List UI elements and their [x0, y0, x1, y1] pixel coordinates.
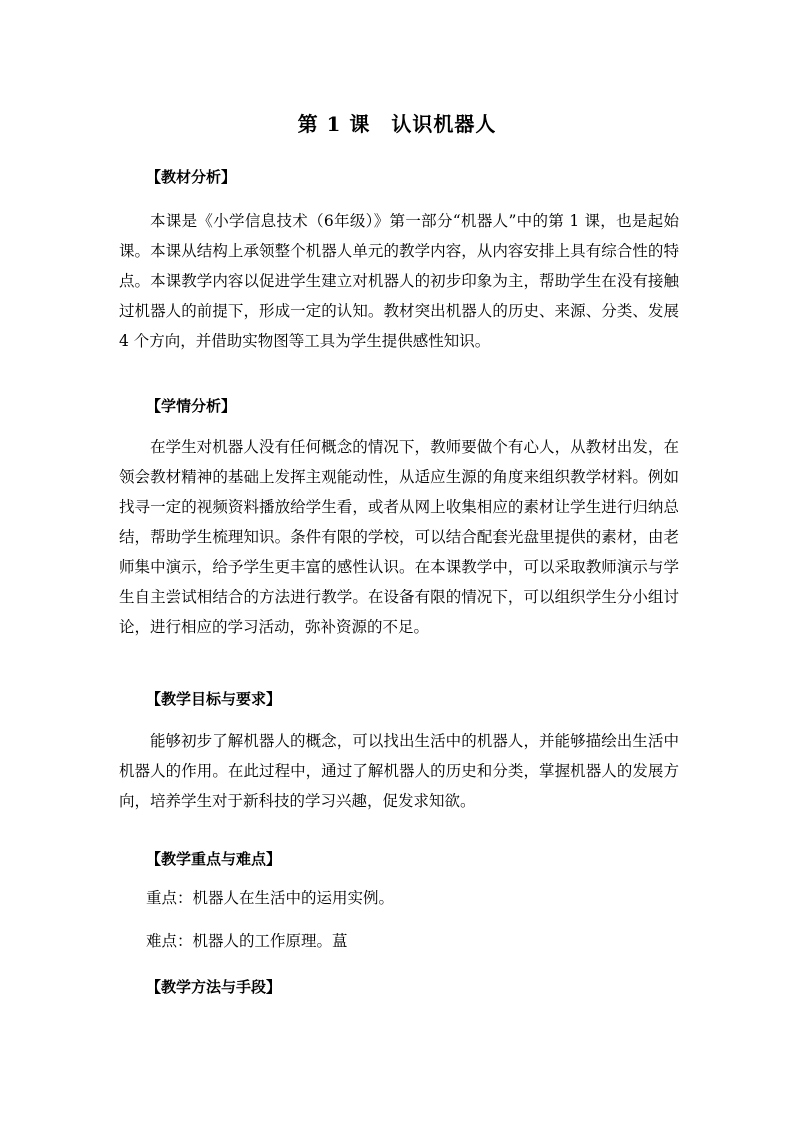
section-body-textbook-analysis: 本课是《小学信息技术（6年级）》第一部分“机器人”中的第 1 课，也是起始课。本课从结构上承领整个机器人单元的教学内容，从内容安排上具有综合性的特点。本课教学内容以促进学生建立对机器人的初步印象为主，帮助学生在没有接触过机器人的前提下，形成一定的认知。教材突出机器人的历史、来源、分类、发展 4 个方向，并借助实物图等工具为学生提供感性知识。 [119, 212, 679, 350]
section-heading-key-points: 【教学重点与难点】 [146, 850, 282, 868]
key-point-line: 重点：机器人在生活中的运用实例。 [146, 889, 395, 907]
section-heading-goals: 【教学目标与要求】 [146, 690, 282, 708]
section-heading-textbook-analysis: 【教材分析】 [146, 168, 237, 186]
section-heading-student-analysis: 【学情分析】 [146, 397, 237, 415]
page-title: 第 1 课 认识机器人 [297, 112, 497, 136]
section-heading-methods: 【教学方法与手段】 [146, 978, 282, 996]
section-body-goals: 能够初步了解机器人的概念，可以找出生活中的机器人，并能够描绘出生活中机器人的作用。在此过程中，通过了解机器人的历史和分类，掌握机器人的发展方向，培养学生对于新科技的学习兴趣，促发求知欲。 [119, 732, 679, 810]
difficulty-line: 难点：机器人的工作原理。蒀 [146, 932, 348, 950]
section-body-student-analysis: 在学生对机器人没有任何概念的情况下，教师要做个有心人，从教材出发，在领会教材精神的基础上发挥主观能动性，从适应生源的角度来组织教学材料。例如找寻一定的视频资料播放给学生看，或者从网上收集相应的素材让学生进行归纳总结，帮助学生梳理知识。条件有限的学校，可以结合配套光盘里提供的素材，由老师集中演示，给予学生更丰富的感性认识。在本课教学中，可以采取教师演示与学生自主尝试相结合的方法进行教学。在设备有限的情况下，可以组织学生分小组讨论，进行相应的学习活动，弥补资源的不足。 [119, 438, 679, 636]
